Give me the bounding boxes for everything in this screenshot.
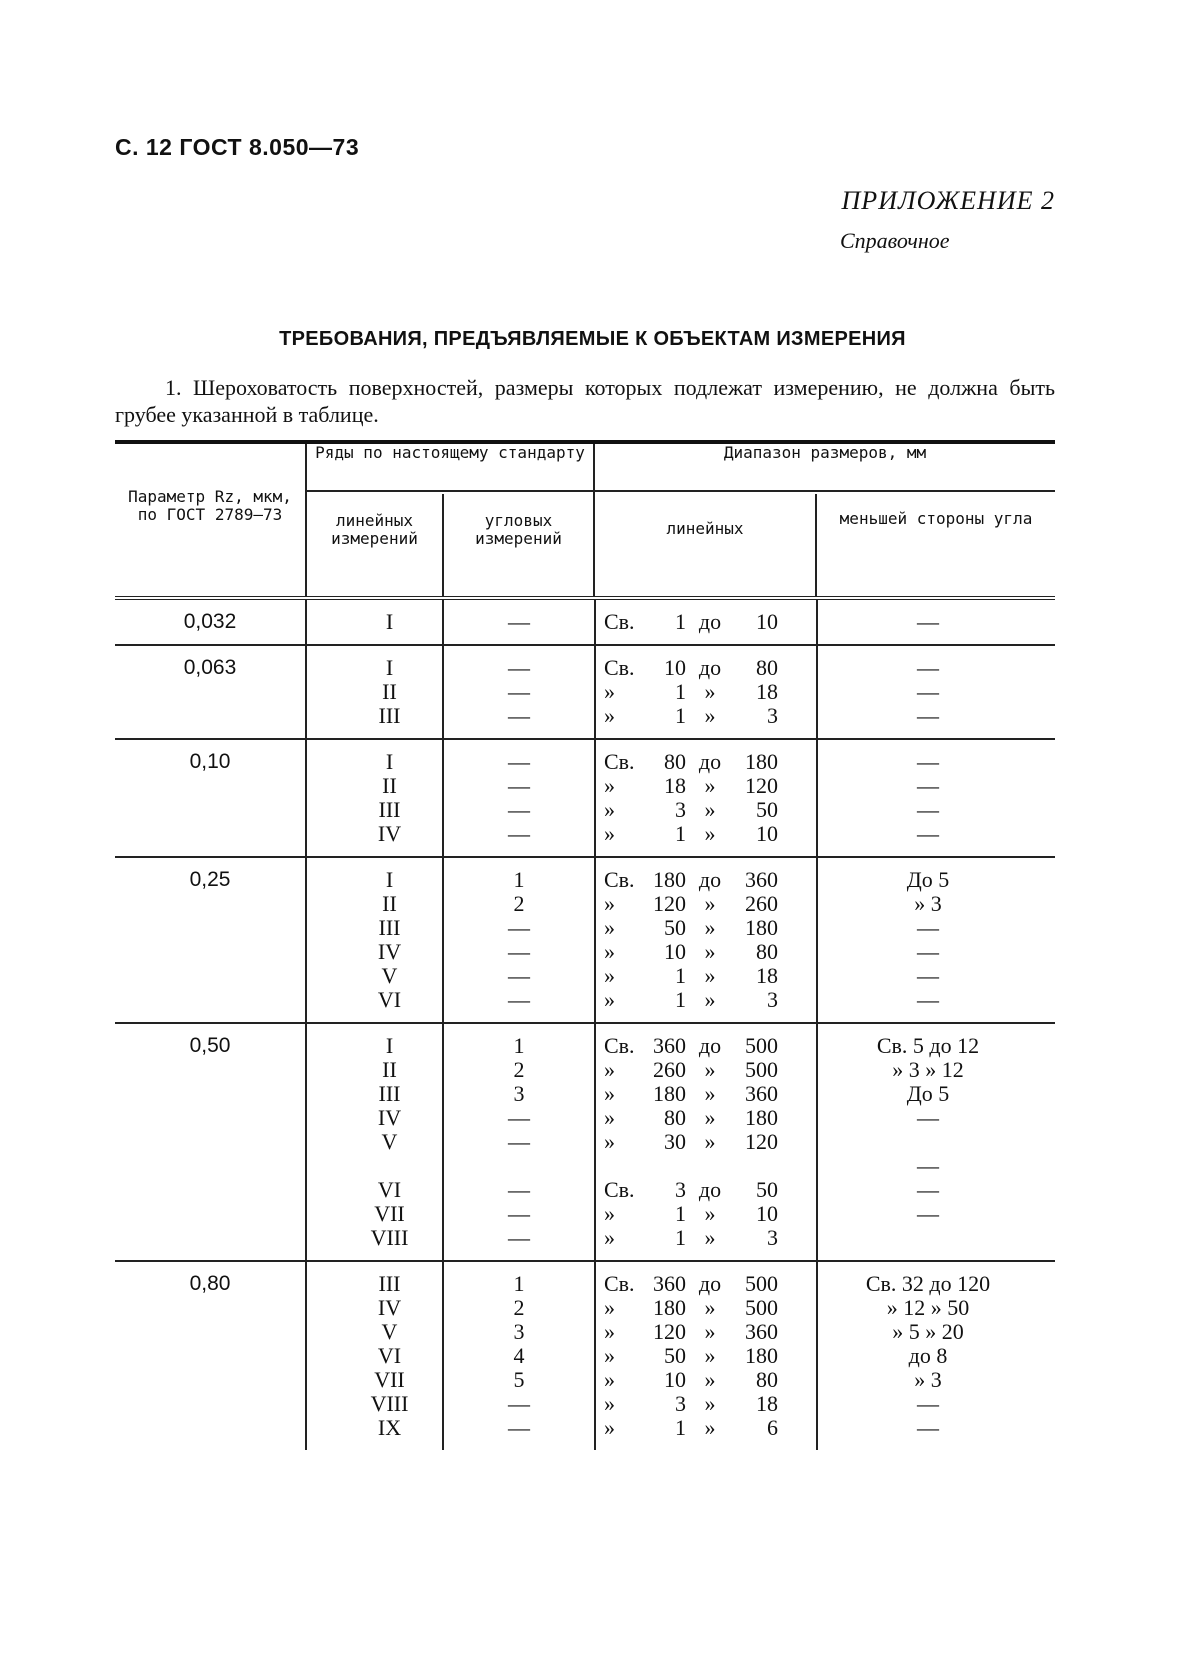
range-token: » xyxy=(704,797,716,822)
range-token: » xyxy=(604,1129,615,1154)
range-token: 80 xyxy=(756,1367,778,1392)
linear-series-entry: IV xyxy=(377,939,402,964)
range-token: 180 xyxy=(745,915,778,940)
angle-side-entry: » 3 xyxy=(914,1367,942,1392)
range-token: 1 xyxy=(675,679,686,704)
linear-series-entry: I xyxy=(385,1033,394,1058)
range-token: 180 xyxy=(653,1295,686,1320)
linear-series-entry: II xyxy=(382,773,397,798)
range-entry xyxy=(604,916,816,940)
angle-side-entry: Св. 5 до 12 xyxy=(876,1033,980,1058)
range-token: 10 xyxy=(664,655,686,680)
linear-series-entry: VIII xyxy=(370,1391,409,1416)
range-token: 80 xyxy=(756,939,778,964)
angle-side-entry: — xyxy=(917,655,939,680)
page-reference: С. 12 ГОСТ 8.050—73 xyxy=(115,134,360,160)
angular-series-entry: — xyxy=(508,679,530,704)
range-token: 500 xyxy=(745,1295,778,1320)
range-token: 6 xyxy=(767,1415,778,1440)
angular-series-entry: — xyxy=(508,939,530,964)
angle-side-entry: — xyxy=(917,797,939,822)
angle-side-entry: — xyxy=(917,1177,939,1202)
range-token: до xyxy=(698,655,722,680)
range-token: 180 xyxy=(653,1081,686,1106)
range-entry xyxy=(604,798,816,822)
range-token: » xyxy=(704,1415,716,1440)
angle-side-entry: — xyxy=(917,1415,939,1440)
range-token: 180 xyxy=(745,1343,778,1368)
range-token xyxy=(604,1154,648,1178)
range-token: 50 xyxy=(664,1343,686,1368)
angle-side-cell xyxy=(816,858,1038,1022)
range-entry xyxy=(604,610,816,634)
range-token: 3 xyxy=(767,703,778,728)
range-token: » xyxy=(604,1391,615,1416)
angular-series-entry: — xyxy=(508,915,530,940)
angle-side-entry: — xyxy=(917,609,939,634)
table-row-group xyxy=(115,1262,1055,1450)
range-entry xyxy=(604,1320,816,1344)
range-token: 18 xyxy=(664,773,686,798)
range-entry xyxy=(604,1082,816,1106)
range-entry xyxy=(604,1178,816,1202)
range-token: » xyxy=(704,915,716,940)
angular-series-cell xyxy=(442,600,594,644)
param-value: 0,25 xyxy=(189,868,231,891)
angular-series-cell xyxy=(442,1262,594,1450)
angular-series-entry: — xyxy=(508,1201,530,1226)
range-entry xyxy=(604,1368,816,1392)
range-token: 1 xyxy=(675,987,686,1012)
angle-side-entry: — xyxy=(917,1153,939,1178)
linear-series-entry: II xyxy=(382,891,397,916)
table-row-group xyxy=(115,600,1055,646)
range-token: 1 xyxy=(675,1415,686,1440)
angular-series-entry: — xyxy=(508,749,530,774)
angular-series-entry: — xyxy=(508,797,530,822)
range-token xyxy=(734,1154,778,1178)
range-token: 10 xyxy=(756,609,778,634)
range-entry xyxy=(604,940,816,964)
range-token: 260 xyxy=(653,1057,686,1082)
range-entry xyxy=(604,1272,816,1296)
linear-series-entry: V xyxy=(381,963,398,988)
range-token: 360 xyxy=(745,867,778,892)
range-token: 1 xyxy=(675,963,686,988)
range-token: » xyxy=(704,679,716,704)
range-token: 1 xyxy=(675,821,686,846)
range-token: 180 xyxy=(745,1105,778,1130)
range-entry xyxy=(604,964,816,988)
angle-side-cell xyxy=(816,1024,1038,1260)
linear-series-entry: VII xyxy=(374,1201,405,1226)
range-token: 360 xyxy=(745,1319,778,1344)
range-token: 80 xyxy=(756,655,778,680)
angle-side-entry: — xyxy=(917,939,939,964)
range-token: до xyxy=(698,609,722,634)
range-token: » xyxy=(704,773,716,798)
linear-series-entry: VI xyxy=(377,1177,402,1202)
range-token: 120 xyxy=(745,773,778,798)
range-token: Св. xyxy=(604,609,635,634)
angular-series-cell xyxy=(442,740,594,856)
linear-series-entry: I xyxy=(385,609,394,634)
range-token: 30 xyxy=(664,1129,686,1154)
angle-side-entry: — xyxy=(917,749,939,774)
range-token: 500 xyxy=(745,1271,778,1296)
angular-series-entry: — xyxy=(508,963,530,988)
range-token: » xyxy=(604,1081,615,1106)
angle-side-entry: до 8 xyxy=(908,1343,948,1368)
angular-series-entry: 1 xyxy=(513,1271,525,1296)
angular-series-entry: — xyxy=(508,1129,530,1154)
range-token: » xyxy=(704,987,716,1012)
angle-side-entry: » 12 » 50 xyxy=(886,1295,970,1320)
range-token: » xyxy=(704,1367,716,1392)
angle-side-entry: — xyxy=(917,1391,939,1416)
angle-side-entry: До 5 xyxy=(906,1081,950,1106)
angle-side-cell xyxy=(816,740,1038,856)
header-range-linear: линейных xyxy=(666,519,744,538)
range-token: до xyxy=(698,1033,722,1058)
table-body xyxy=(115,600,1055,1450)
angle-side-entry: — xyxy=(917,1201,939,1226)
linear-range-cell xyxy=(594,1024,816,1260)
range-token: 1 xyxy=(675,1201,686,1226)
angular-series-cell xyxy=(442,646,594,738)
angle-side-entry: До 5 xyxy=(906,867,950,892)
linear-series-entry: VI xyxy=(377,1343,402,1368)
range-entry xyxy=(604,1154,816,1178)
table-header xyxy=(115,444,1055,600)
range-token: » xyxy=(704,1225,716,1250)
range-token: 50 xyxy=(664,915,686,940)
range-token: 1 xyxy=(675,703,686,728)
angle-side-entry: — xyxy=(917,821,939,846)
section-title: ТРЕБОВАНИЯ, ПРЕДЪЯВЛЯЕМЫЕ К ОБЪЕКТАМ ИЗМЕРЕНИЯ xyxy=(279,328,906,350)
range-token: 10 xyxy=(664,1367,686,1392)
range-token: » xyxy=(704,1081,716,1106)
angle-side-entry: Св. 32 до 120 xyxy=(865,1271,991,1296)
range-token: 10 xyxy=(756,1201,778,1226)
linear-series-entry: I xyxy=(385,867,394,892)
range-token: » xyxy=(704,1295,716,1320)
linear-series-entry: III xyxy=(378,797,401,822)
angular-series-entry: — xyxy=(508,609,530,634)
linear-series-entry: I xyxy=(385,749,394,774)
table-row-group xyxy=(115,646,1055,740)
range-token: » xyxy=(604,1105,615,1130)
linear-series-cell xyxy=(305,646,442,738)
angle-side-entry: — xyxy=(917,963,939,988)
appendix-label: ПРИЛОЖЕНИЕ 2 xyxy=(841,186,1055,215)
range-token: 3 xyxy=(767,987,778,1012)
angle-side-cell xyxy=(816,646,1038,738)
angular-series-entry: — xyxy=(508,1391,530,1416)
angular-series-entry: 4 xyxy=(513,1343,525,1368)
range-token: 120 xyxy=(653,891,686,916)
range-token: 1 xyxy=(675,609,686,634)
range-token: » xyxy=(604,821,615,846)
range-token: 18 xyxy=(756,963,778,988)
range-entry xyxy=(604,1058,816,1082)
angle-side-entry: » 5 » 20 xyxy=(892,1319,964,1344)
range-token: » xyxy=(604,703,615,728)
range-token: 360 xyxy=(653,1033,686,1058)
range-token: » xyxy=(704,1343,716,1368)
linear-range-cell xyxy=(594,600,816,644)
range-token: » xyxy=(704,963,716,988)
range-token: 120 xyxy=(653,1319,686,1344)
range-token: 260 xyxy=(745,891,778,916)
angular-series-entry: — xyxy=(508,703,530,728)
param-value: 0,032 xyxy=(183,610,237,633)
range-token: » xyxy=(704,703,716,728)
range-token: » xyxy=(604,1415,615,1440)
appendix-type: Справочное xyxy=(840,228,950,253)
angle-side-entry: — xyxy=(917,915,939,940)
angle-side-entry: » 3 xyxy=(914,891,942,916)
range-token: » xyxy=(604,1295,615,1320)
range-token: 3 xyxy=(675,1391,686,1416)
range-token: » xyxy=(604,1367,615,1392)
linear-series-entry: III xyxy=(378,1081,401,1106)
range-token: » xyxy=(704,821,716,846)
table-row-group xyxy=(115,740,1055,858)
header-rows-group: Ряды по настоящему стандарту xyxy=(315,443,585,462)
linear-series-entry: II xyxy=(382,679,397,704)
range-token: » xyxy=(704,1129,716,1154)
header-rows-linear: линейных измерений xyxy=(331,511,418,548)
linear-series-entry: IX xyxy=(377,1415,402,1440)
angular-series-entry: — xyxy=(508,655,530,680)
range-token: 80 xyxy=(664,1105,686,1130)
range-token: 360 xyxy=(653,1271,686,1296)
range-entry xyxy=(604,1202,816,1226)
range-token: » xyxy=(704,1201,716,1226)
range-entry xyxy=(604,988,816,1012)
header-range-group: Диапазон размеров, мм xyxy=(723,443,927,462)
range-token: » xyxy=(604,939,615,964)
angular-series-cell xyxy=(442,858,594,1022)
range-token: 180 xyxy=(653,867,686,892)
range-token: » xyxy=(704,1105,716,1130)
linear-series-cell xyxy=(305,858,442,1022)
range-token: 18 xyxy=(756,679,778,704)
range-entry xyxy=(604,750,816,774)
range-entry xyxy=(604,1344,816,1368)
range-token: Св. xyxy=(604,1033,635,1058)
range-token: » xyxy=(604,1225,615,1250)
range-token: 360 xyxy=(745,1081,778,1106)
linear-series-entry: IV xyxy=(377,1105,402,1130)
angular-series-entry: — xyxy=(508,1105,530,1130)
range-token: 50 xyxy=(756,1177,778,1202)
range-token: » xyxy=(604,1319,615,1344)
range-entry xyxy=(604,868,816,892)
range-entry xyxy=(604,704,816,728)
range-token: Св. xyxy=(604,1271,635,1296)
range-token: Св. xyxy=(604,749,635,774)
range-token: 18 xyxy=(756,1391,778,1416)
intro-paragraph: 1. Шероховатость поверхностей, размеры которых подлежат измерению, не должна быть грубее указанной в таблице. xyxy=(115,375,1055,427)
range-token: 120 xyxy=(745,1129,778,1154)
range-entry xyxy=(604,822,816,846)
range-entry xyxy=(604,656,816,680)
range-token: 3 xyxy=(675,1177,686,1202)
range-token: до xyxy=(698,867,722,892)
angle-side-entry: — xyxy=(917,773,939,798)
linear-range-cell xyxy=(594,858,816,1022)
linear-series-entry: IV xyxy=(377,821,402,846)
range-token: » xyxy=(704,891,716,916)
header-rows-angular: угловых измерений xyxy=(475,511,562,548)
linear-series-entry: III xyxy=(378,703,401,728)
angular-series-entry: 2 xyxy=(513,1057,525,1082)
angular-series-entry: 2 xyxy=(513,1295,525,1320)
range-token: 3 xyxy=(675,797,686,822)
range-entry xyxy=(604,1392,816,1416)
range-token: 500 xyxy=(745,1033,778,1058)
param-value: 0,50 xyxy=(189,1034,231,1057)
range-token xyxy=(686,1154,734,1178)
angle-side-cell xyxy=(816,1262,1038,1450)
linear-series-cell xyxy=(305,1024,442,1260)
range-entry xyxy=(604,1296,816,1320)
range-entry xyxy=(604,1106,816,1130)
linear-series-entry: V xyxy=(381,1319,398,1344)
linear-series-cell xyxy=(305,740,442,856)
linear-series-entry: III xyxy=(378,1271,401,1296)
angular-series-entry: 3 xyxy=(513,1081,525,1106)
linear-range-cell xyxy=(594,1262,816,1450)
linear-series-entry: III xyxy=(378,915,401,940)
param-value: 0,10 xyxy=(189,750,231,773)
linear-range-cell xyxy=(594,646,816,738)
angle-side-cell xyxy=(816,600,1038,644)
range-token xyxy=(648,1154,686,1178)
range-token: » xyxy=(704,1319,716,1344)
range-token: » xyxy=(704,939,716,964)
range-token: 50 xyxy=(756,797,778,822)
linear-series-entry: V xyxy=(381,1129,398,1154)
range-token: 10 xyxy=(664,939,686,964)
range-token: » xyxy=(604,1057,615,1082)
angular-series-entry: 1 xyxy=(513,1033,525,1058)
range-entry xyxy=(604,774,816,798)
range-token: 180 xyxy=(745,749,778,774)
linear-series-entry: VIII xyxy=(370,1225,409,1250)
range-token: » xyxy=(604,891,615,916)
header-param: Параметр Rz, мкм, по ГОСТ 2789—73 xyxy=(128,487,292,524)
linear-series-entry: II xyxy=(382,1057,397,1082)
angle-side-entry: » 3 » 12 xyxy=(892,1057,964,1082)
range-token: 1 xyxy=(675,1225,686,1250)
angular-series-entry: — xyxy=(508,987,530,1012)
range-entry xyxy=(604,1226,816,1250)
range-token: 3 xyxy=(767,1225,778,1250)
linear-series-entry: VI xyxy=(377,987,402,1012)
param-value: 0,80 xyxy=(189,1272,231,1295)
angular-series-entry: — xyxy=(508,1177,530,1202)
angle-side-entry: — xyxy=(917,703,939,728)
angular-series-entry: — xyxy=(508,821,530,846)
range-token: » xyxy=(604,987,615,1012)
range-entry xyxy=(604,1130,816,1154)
range-token: » xyxy=(604,773,615,798)
range-token: » xyxy=(704,1391,716,1416)
range-token: » xyxy=(604,797,615,822)
angular-series-entry: 2 xyxy=(513,891,525,916)
linear-series-cell xyxy=(305,600,442,644)
range-token: до xyxy=(698,749,722,774)
range-token: Св. xyxy=(604,867,635,892)
angular-series-entry: — xyxy=(508,773,530,798)
range-token: » xyxy=(604,1343,615,1368)
linear-series-entry: IV xyxy=(377,1295,402,1320)
range-token: » xyxy=(604,915,615,940)
range-token: » xyxy=(604,1201,615,1226)
requirements-table xyxy=(115,440,1055,1450)
range-token: до xyxy=(698,1177,722,1202)
angle-side-entry xyxy=(818,1130,1038,1154)
range-token: » xyxy=(704,1057,716,1082)
range-entry xyxy=(604,680,816,704)
range-token: Св. xyxy=(604,1177,635,1202)
range-entry xyxy=(604,892,816,916)
range-entry xyxy=(604,1416,816,1440)
angular-series-entry: — xyxy=(508,1225,530,1250)
range-token: 500 xyxy=(745,1057,778,1082)
angular-series-entry: 1 xyxy=(513,867,525,892)
linear-series-entry: I xyxy=(385,655,394,680)
table-row-group xyxy=(115,858,1055,1024)
angle-side-entry: — xyxy=(917,1105,939,1130)
param-value: 0,063 xyxy=(183,656,237,679)
angle-side-entry xyxy=(818,1226,1038,1250)
range-token: до xyxy=(698,1271,722,1296)
angular-series-cell xyxy=(442,1024,594,1260)
angular-series-entry xyxy=(444,1154,594,1178)
angular-series-entry: 5 xyxy=(513,1367,525,1392)
range-entry xyxy=(604,1034,816,1058)
linear-range-cell xyxy=(594,740,816,856)
angle-side-entry: — xyxy=(917,679,939,704)
range-token: » xyxy=(604,963,615,988)
angle-side-entry: — xyxy=(917,987,939,1012)
range-token: 80 xyxy=(664,749,686,774)
linear-series-cell xyxy=(305,1262,442,1450)
range-token: 10 xyxy=(756,821,778,846)
angular-series-entry: 3 xyxy=(513,1319,525,1344)
linear-series-entry xyxy=(337,1154,442,1178)
range-token: Св. xyxy=(604,655,635,680)
header-range-side: меньшей стороны угла xyxy=(839,509,1033,528)
angular-series-entry: — xyxy=(508,1415,530,1440)
range-token: » xyxy=(604,679,615,704)
linear-series-entry: VII xyxy=(374,1367,405,1392)
table-row-group xyxy=(115,1024,1055,1262)
